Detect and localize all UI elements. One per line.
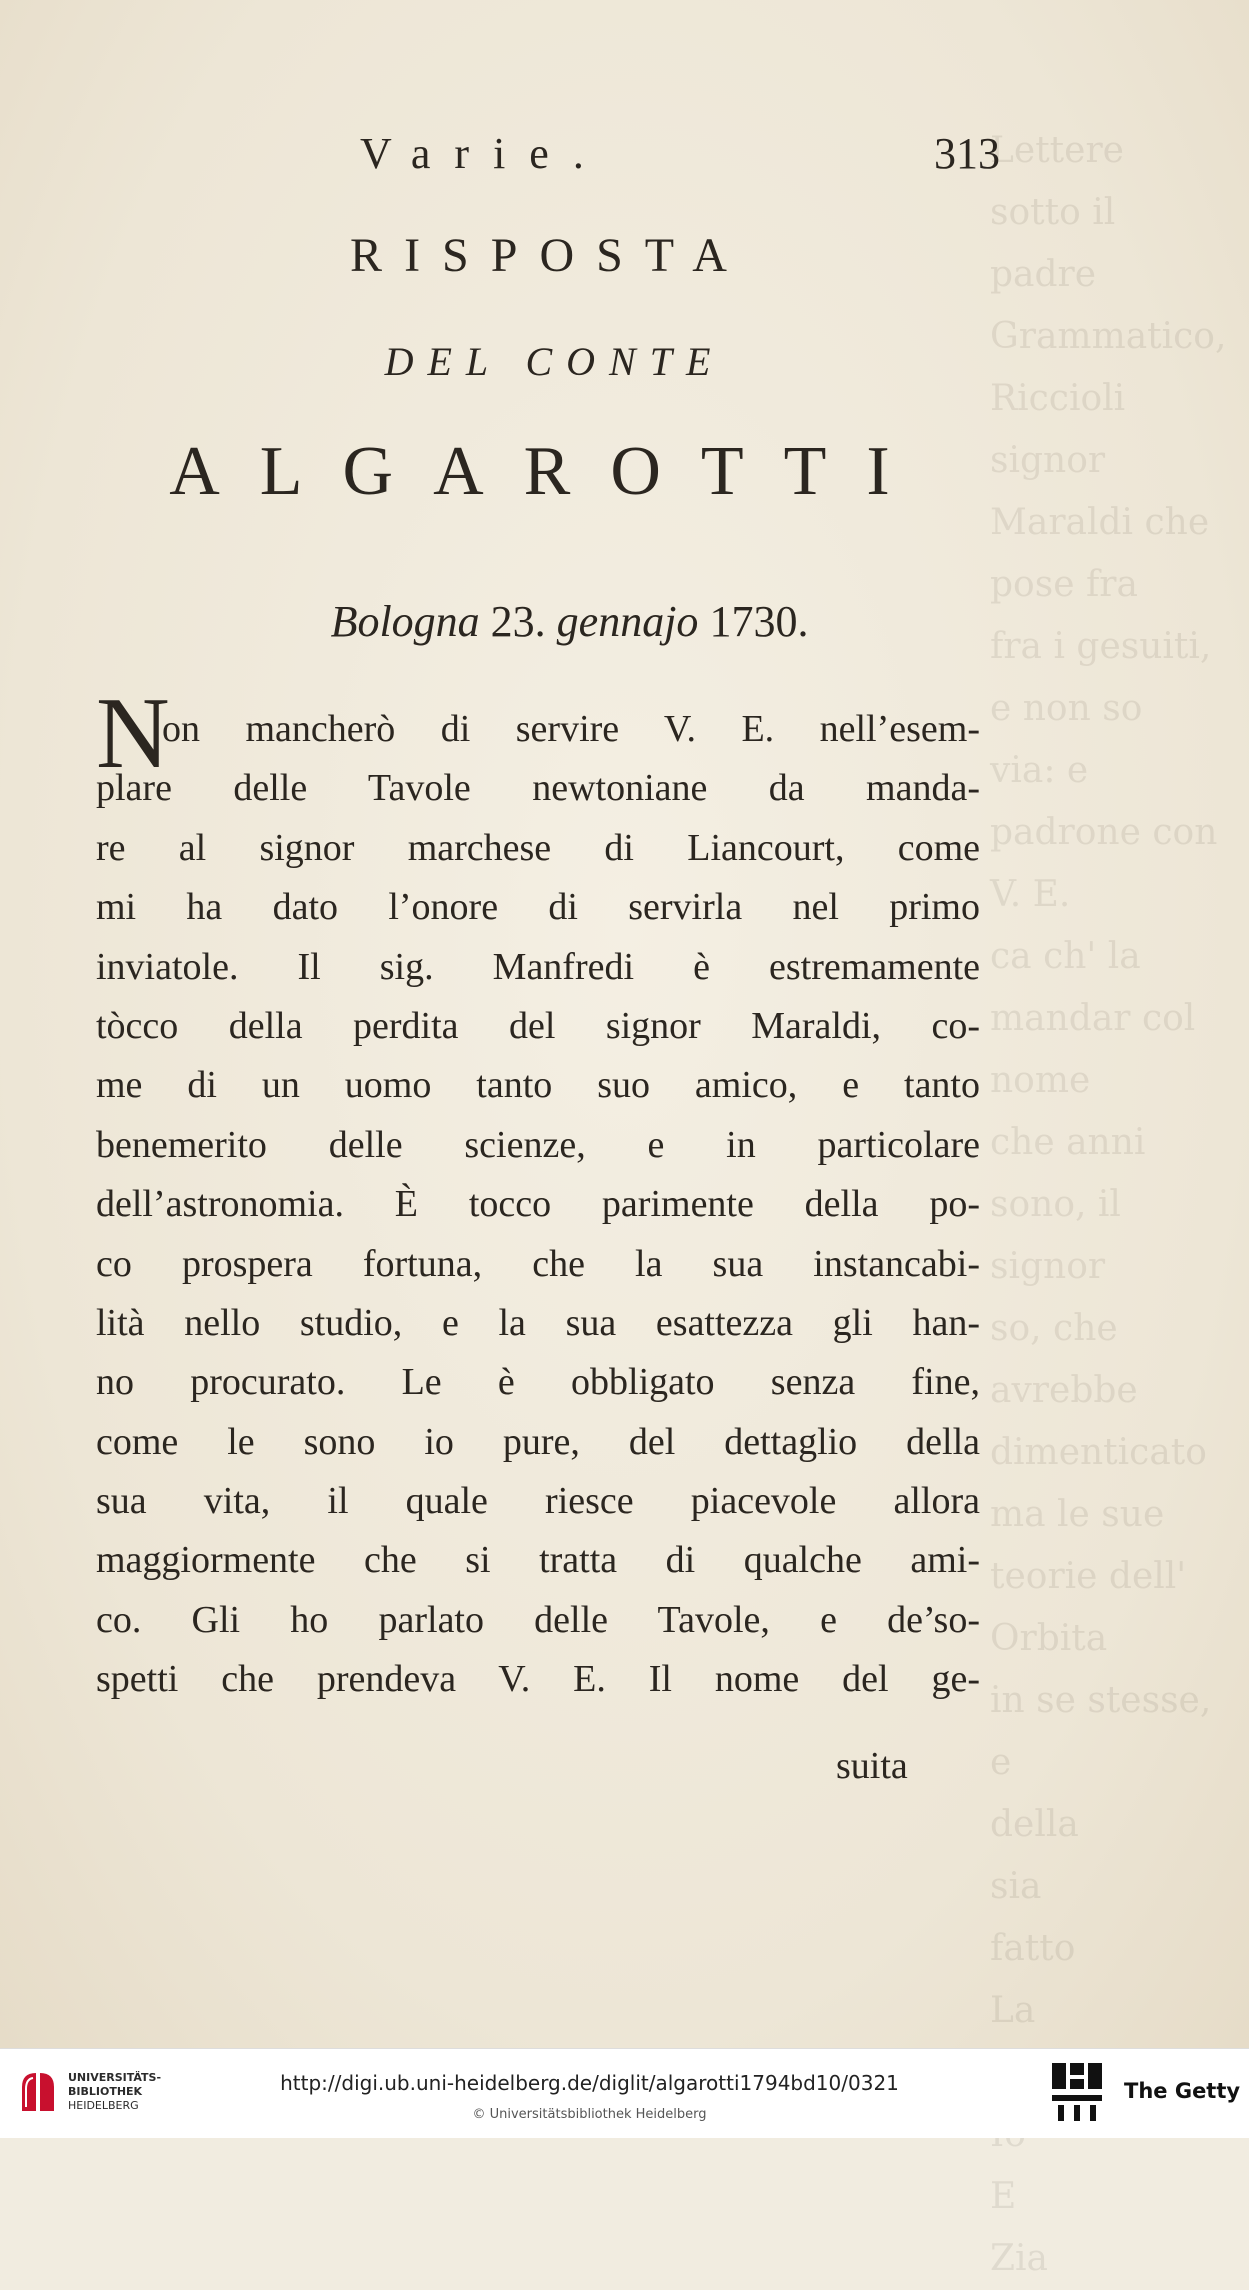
body-line: co prospera fortuna, che la sua instancabi- [96, 1242, 980, 1285]
body-line: mi ha dato l’onore di servirla nel primo [96, 886, 980, 929]
dateline-place: Bologna [330, 597, 480, 646]
permalink-url[interactable]: http://digi.ub.uni-heidelberg.de/diglit/algarotti1794bd10/0321 [280, 2071, 899, 2095]
dateline-year: 1730. [709, 597, 809, 646]
catchword: suita [836, 1745, 908, 1787]
body-line: me di un uomo tanto suo amico, e tanto [96, 1064, 980, 1107]
body-line: sua vita, il quale riesce piacevole allora [96, 1480, 980, 1523]
dateline-date: 23. [490, 597, 546, 646]
dateline-month: gennajo [556, 597, 699, 646]
running-head [360, 128, 1000, 188]
body-line: dell’astronomia. È tocco parimente della po- [96, 1183, 980, 1226]
library-name: UNIVERSITÄTS- BIBLIOTHEK HEIDELBERG [68, 2071, 162, 2112]
page-number: 313 [934, 129, 1000, 178]
body-line: benemerito delle scienze, e in particolare [96, 1123, 980, 1166]
body-line: no procurato. Le è obbligato senza fine, [96, 1361, 980, 1404]
body-text [96, 700, 980, 1710]
body-line: lità nello studio, e la sua esattezza gli han- [96, 1301, 980, 1344]
body-line: re al signor marchese di Liancourt, come [96, 826, 980, 869]
dateline [0, 596, 1249, 647]
getty-label: The Getty [1124, 2079, 1241, 2103]
title-algarotti: ALGAROTTI [169, 433, 930, 510]
bleed-through: Lettere sotto il padre Grammatico, Riccioli signor Maraldi che pose fra fra i gesuiti, e non so via: e padrone con V. E. ca ch' la mandar col nome che anni sono, il signor so, che avrebbe dimenticato ma le sue teorie dell' Orbita in se stesse, e della sia fatto La E Zia [990, 130, 1227, 2279]
title-risposta: RISPOSTA [350, 229, 749, 282]
body-line: inviatole. Il sig. Manfredi è estremamente [96, 945, 980, 988]
title-del-conte: DEL CONTE [384, 339, 725, 384]
body-line: plare delle Tavole newtoniane da manda- [96, 767, 980, 810]
viewer-footer [0, 2048, 1249, 2138]
body-line: on mancherò di servire V. E. nell’esem- [162, 708, 980, 750]
body-line: come le sono io pure, del dettaglio della [96, 1420, 980, 1463]
body-line: tòcco della perdita del signor Maraldi, co- [96, 1004, 980, 1047]
running-head-title: Varie. [360, 129, 608, 178]
copyright-notice: © Universitätsbibliothek Heidelberg [472, 2107, 707, 2122]
body-line: co. Gli ho parlato delle Tavole, e de’so- [96, 1598, 980, 1641]
body-line: maggiormente che si tratta di qualche ami- [96, 1539, 980, 1582]
getty-logo-icon [1050, 2061, 1104, 2123]
body-line: spetti che prendeva V. E. Il nome del ge- [96, 1658, 980, 1701]
drop-cap: N [96, 677, 170, 790]
